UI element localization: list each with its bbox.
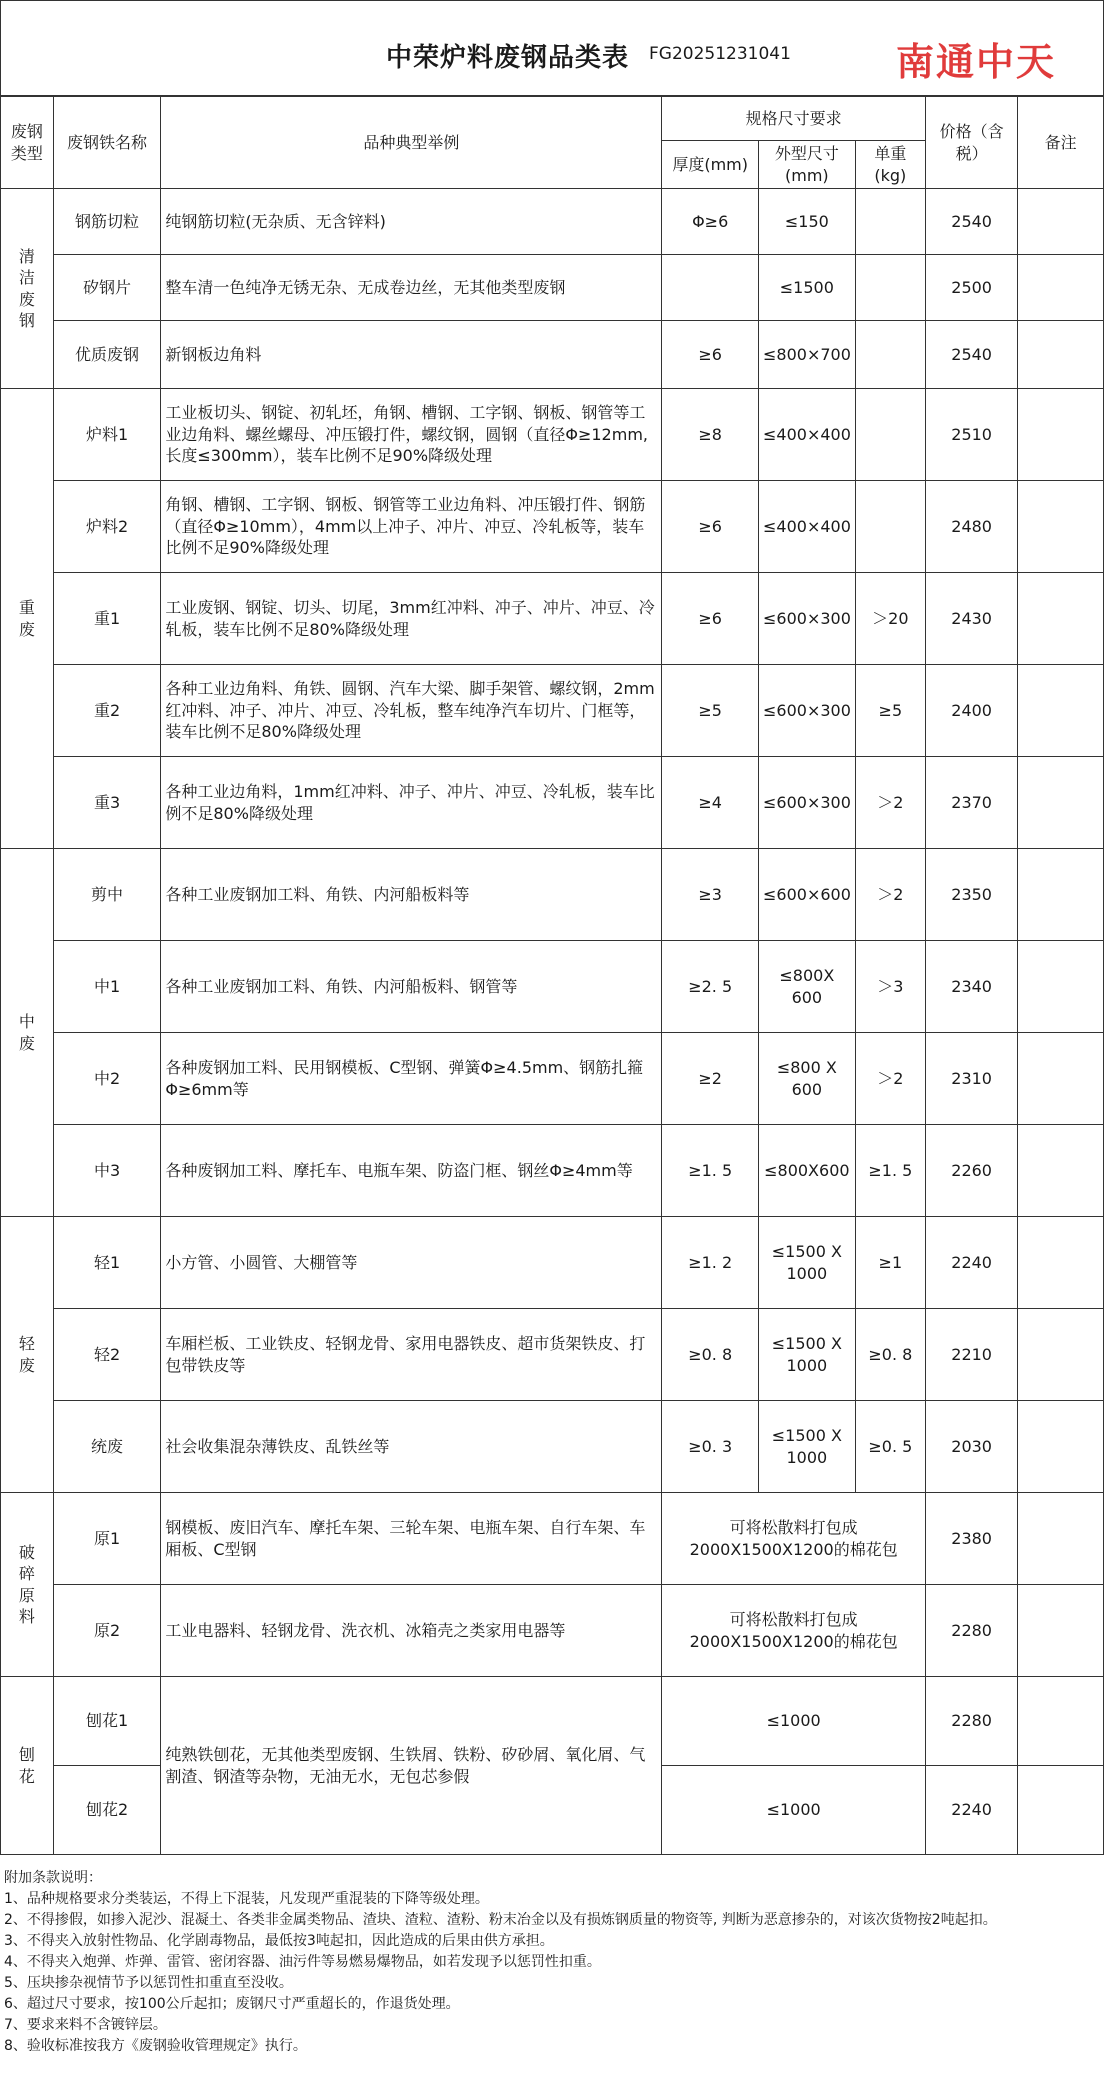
size-cell: ≤600×300 (759, 757, 856, 849)
table-row (1, 321, 1104, 389)
header-size: 外型尺寸(mm) (759, 141, 856, 189)
item-name-cell: 钢筋切粒 (53, 189, 161, 255)
weight-cell (855, 481, 925, 573)
remark-cell (1018, 1766, 1104, 1855)
spec-cell: 可将松散料打包成2000X1500X1200的棉花包 (662, 1493, 926, 1585)
header-remark: 备注 (1018, 97, 1104, 189)
weight-cell: ＞2 (855, 1033, 925, 1125)
price-cell: 2280 (925, 1585, 1017, 1677)
table-body (1, 189, 1104, 1855)
header-spec: 规格尺寸要求 (662, 97, 926, 141)
size-cell: ≤800X 600 (759, 941, 856, 1033)
remark-cell (1018, 1401, 1104, 1493)
table-row (1, 849, 1104, 941)
weight-cell: ＞20 (855, 573, 925, 665)
item-name-cell: 中2 (53, 1033, 161, 1125)
category-cell: 破碎原料 (1, 1493, 54, 1677)
table-row (1, 757, 1104, 849)
price-cell: 2310 (925, 1033, 1017, 1125)
item-name-cell: 剪中 (53, 849, 161, 941)
example-cell: 工业电器料、轻钢龙骨、洗衣机、冰箱壳之类家用电器等 (161, 1585, 662, 1677)
weight-cell: ≥0. 8 (855, 1309, 925, 1401)
item-name-cell: 统废 (53, 1401, 161, 1493)
price-cell: 2340 (925, 941, 1017, 1033)
table-row (1, 481, 1104, 573)
category-cell: 重废 (1, 389, 54, 849)
scrap-category-table (0, 96, 1104, 1855)
price-cell: 2260 (925, 1125, 1017, 1217)
example-cell: 纯熟铁刨花，无其他类型废钢、生铁屑、铁粉、矽砂屑、氧化屑、气割渣、钢渣等杂物，无油无水，无包芯参假 (161, 1677, 662, 1855)
weight-cell (855, 255, 925, 321)
item-name-cell: 轻1 (53, 1217, 161, 1309)
spec-cell: ≤1000 (662, 1677, 926, 1766)
header-weight: 单重(kg) (855, 141, 925, 189)
item-name-cell: 轻2 (53, 1309, 161, 1401)
table-row (1, 1401, 1104, 1493)
thickness-cell: ≥6 (662, 573, 759, 665)
thickness-cell: ≥3 (662, 849, 759, 941)
thickness-cell (662, 255, 759, 321)
table-row (1, 1309, 1104, 1401)
item-name-cell: 刨花1 (53, 1677, 161, 1766)
note-line: 2、不得掺假，如掺入泥沙、混凝土、各类非金属类物品、渣块、渣粒、渣粉、粉末冶金以及有损炼钢质量的物资等, 判断为恶意掺杂的，对该次货物按2吨起扣。 (4, 1912, 997, 1928)
item-name-cell: 炉料1 (53, 389, 161, 481)
item-name-cell: 炉料2 (53, 481, 161, 573)
thickness-cell: ≥1. 5 (662, 1125, 759, 1217)
size-cell: ≤800X600 (759, 1125, 856, 1217)
weight-cell: ＞3 (855, 941, 925, 1033)
thickness-cell: ≥8 (662, 389, 759, 481)
table-row (1, 1217, 1104, 1309)
price-cell: 2430 (925, 573, 1017, 665)
remark-cell (1018, 481, 1104, 573)
example-cell: 各种工业边角料，1mm红冲料、冲子、冲片、冲豆、冷轧板，装车比例不足80%降级处理 (161, 757, 662, 849)
remark-cell (1018, 665, 1104, 757)
header-price: 价格（含税） (925, 97, 1017, 189)
note-line: 附加条款说明： (4, 1870, 102, 1886)
price-cell: 2540 (925, 189, 1017, 255)
price-cell: 2510 (925, 389, 1017, 481)
thickness-cell: ≥0. 3 (662, 1401, 759, 1493)
header-thickness: 厚度(mm) (662, 141, 759, 189)
size-cell: ≤1500 X 1000 (759, 1309, 856, 1401)
weight-cell: ＞2 (855, 849, 925, 941)
price-cell: 2540 (925, 321, 1017, 389)
remark-cell (1018, 1585, 1104, 1677)
example-cell: 各种废钢加工料、民用钢模板、C型钢、弹簧Φ≥4.5mm、钢筋扎箍Φ≥6mm等 (161, 1033, 662, 1125)
size-cell: ≤150 (759, 189, 856, 255)
size-cell: ≤800 X 600 (759, 1033, 856, 1125)
spec-cell: ≤1000 (662, 1766, 926, 1855)
remark-cell (1018, 1033, 1104, 1125)
title-bar (0, 0, 1104, 96)
example-cell: 小方管、小圆管、大棚管等 (161, 1217, 662, 1309)
table-row (1, 189, 1104, 255)
weight-cell (855, 389, 925, 481)
table-row (1, 573, 1104, 665)
category-cell: 清洁废钢 (1, 189, 54, 389)
weight-cell: ≥1. 5 (855, 1125, 925, 1217)
remark-cell (1018, 1677, 1104, 1766)
price-cell: 2380 (925, 1493, 1017, 1585)
item-name-cell: 重1 (53, 573, 161, 665)
weight-cell: ≥0. 5 (855, 1401, 925, 1493)
thickness-cell: ≥6 (662, 321, 759, 389)
weight-cell: ≥5 (855, 665, 925, 757)
brand-stamp: 南通中天 (896, 40, 1057, 84)
table-row (1, 665, 1104, 757)
size-cell: ≤600×600 (759, 849, 856, 941)
price-cell: 2030 (925, 1401, 1017, 1493)
table-row (1, 1125, 1104, 1217)
table-row (1, 1493, 1104, 1585)
size-cell: ≤1500 X 1000 (759, 1401, 856, 1493)
example-cell: 各种工业边角料、角铁、圆钢、汽车大梁、脚手架管、螺纹钢，2mm红冲料、冲子、冲片、冲豆、冷轧板，整车纯净汽车切片、门框等，装车比例不足80%降级处理 (161, 665, 662, 757)
remark-cell (1018, 1309, 1104, 1401)
page-title: 中荣炉料废钢品类表 (386, 43, 630, 73)
price-cell: 2480 (925, 481, 1017, 573)
category-cell: 刨花 (1, 1677, 54, 1855)
example-cell: 车厢栏板、工业铁皮、轻钢龙骨、家用电器铁皮、超市货架铁皮、打包带铁皮等 (161, 1309, 662, 1401)
note-line: 5、压块掺杂视情节予以惩罚性扣重直至没收。 (4, 1975, 293, 1991)
example-cell: 新钢板边角料 (161, 321, 662, 389)
example-cell: 各种工业废钢加工料、角铁、内河船板料等 (161, 849, 662, 941)
category-cell: 中废 (1, 849, 54, 1217)
table-row (1, 1677, 1104, 1766)
thickness-cell: Φ≥6 (662, 189, 759, 255)
item-name-cell: 刨花2 (53, 1766, 161, 1855)
price-cell: 2280 (925, 1677, 1017, 1766)
thickness-cell: ≥6 (662, 481, 759, 573)
item-name-cell: 中3 (53, 1125, 161, 1217)
item-name-cell: 原1 (53, 1493, 161, 1585)
notes-section (4, 1868, 1102, 2057)
remark-cell (1018, 1217, 1104, 1309)
example-cell: 社会收集混杂薄铁皮、乱铁丝等 (161, 1401, 662, 1493)
example-cell: 整车清一色纯净无锈无杂、无成卷边丝，无其他类型废钢 (161, 255, 662, 321)
note-line: 6、超过尺寸要求，按100公斤起扣；废钢尺寸严重超长的，作退货处理。 (4, 1996, 460, 2012)
remark-cell (1018, 1493, 1104, 1585)
weight-cell: ＞2 (855, 757, 925, 849)
price-cell: 2500 (925, 255, 1017, 321)
remark-cell (1018, 321, 1104, 389)
table-row (1, 389, 1104, 481)
remark-cell (1018, 757, 1104, 849)
header-name: 废钢铁名称 (53, 97, 161, 189)
note-line: 1、品种规格要求分类装运，不得上下混装，凡发现严重混装的下降等级处理。 (4, 1891, 489, 1907)
size-cell: ≤600×300 (759, 665, 856, 757)
price-cell: 2240 (925, 1766, 1017, 1855)
thickness-cell: ≥2 (662, 1033, 759, 1125)
size-cell: ≤1500 X 1000 (759, 1217, 856, 1309)
example-cell: 纯钢筋切粒(无杂质、无含锌料) (161, 189, 662, 255)
thickness-cell: ≥4 (662, 757, 759, 849)
note-line: 7、要求来料不含镀锌层。 (4, 2017, 167, 2033)
header-example: 品种典型举例 (161, 97, 662, 189)
price-cell: 2240 (925, 1217, 1017, 1309)
thickness-cell: ≥5 (662, 665, 759, 757)
size-cell: ≤400×400 (759, 481, 856, 573)
item-name-cell: 重3 (53, 757, 161, 849)
table-row (1, 1033, 1104, 1125)
price-cell: 2210 (925, 1309, 1017, 1401)
table-row (1, 1585, 1104, 1677)
remark-cell (1018, 849, 1104, 941)
weight-cell (855, 321, 925, 389)
note-line: 4、不得夹入炮弹、炸弹、雷管、密闭容器、油污件等易燃易爆物品，如若发现予以惩罚性扣重。 (4, 1954, 601, 1970)
remark-cell (1018, 255, 1104, 321)
category-cell: 轻废 (1, 1217, 54, 1493)
header-type: 废钢类型 (1, 97, 54, 189)
example-cell: 钢模板、废旧汽车、摩托车架、三轮车架、电瓶车架、自行车架、车厢板、C型钢 (161, 1493, 662, 1585)
size-cell: ≤800×700 (759, 321, 856, 389)
document-number: FG20251231041 (649, 44, 791, 64)
table-row (1, 941, 1104, 1033)
size-cell: ≤400×400 (759, 389, 856, 481)
spec-cell: 可将松散料打包成2000X1500X1200的棉花包 (662, 1585, 926, 1677)
thickness-cell: ≥0. 8 (662, 1309, 759, 1401)
example-cell: 角钢、槽钢、工字钢、钢板、钢管等工业边角料、冲压锻打件、钢筋（直径Φ≥10mm），4mm以上冲子、冲片、冲豆、冷轧板等，装车比例不足90%降级处理 (161, 481, 662, 573)
note-line: 3、不得夹入放射性物品、化学剧毒物品，最低按3吨起扣，因此造成的后果由供方承担。 (4, 1933, 554, 1949)
example-cell: 各种废钢加工料、摩托车、电瓶车架、防盗门框、钢丝Φ≥4mm等 (161, 1125, 662, 1217)
note-line: 8、验收标准按我方《废钢验收管理规定》执行。 (4, 2038, 307, 2054)
weight-cell (855, 189, 925, 255)
remark-cell (1018, 389, 1104, 481)
remark-cell (1018, 1125, 1104, 1217)
remark-cell (1018, 189, 1104, 255)
table-row (1, 255, 1104, 321)
remark-cell (1018, 941, 1104, 1033)
item-name-cell: 中1 (53, 941, 161, 1033)
thickness-cell: ≥1. 2 (662, 1217, 759, 1309)
price-cell: 2370 (925, 757, 1017, 849)
example-cell: 各种工业废钢加工料、角铁、内河船板料、钢管等 (161, 941, 662, 1033)
item-name-cell: 优质废钢 (53, 321, 161, 389)
remark-cell (1018, 573, 1104, 665)
item-name-cell: 原2 (53, 1585, 161, 1677)
weight-cell: ≥1 (855, 1217, 925, 1309)
item-name-cell: 重2 (53, 665, 161, 757)
size-cell: ≤600×300 (759, 573, 856, 665)
example-cell: 工业板切头、钢锭、初轧坯，角钢、槽钢、工字钢、钢板、钢管等工业边角料、螺丝螺母、冲压锻打件，螺纹钢，圆钢（直径Φ≥12mm,长度≤300mm），装车比例不足90%降级处理 (161, 389, 662, 481)
size-cell: ≤1500 (759, 255, 856, 321)
example-cell: 工业废钢、钢锭、切头、切尾，3mm红冲料、冲子、冲片、冲豆、冷轧板，装车比例不足80%降级处理 (161, 573, 662, 665)
item-name-cell: 矽钢片 (53, 255, 161, 321)
thickness-cell: ≥2. 5 (662, 941, 759, 1033)
price-cell: 2350 (925, 849, 1017, 941)
price-cell: 2400 (925, 665, 1017, 757)
